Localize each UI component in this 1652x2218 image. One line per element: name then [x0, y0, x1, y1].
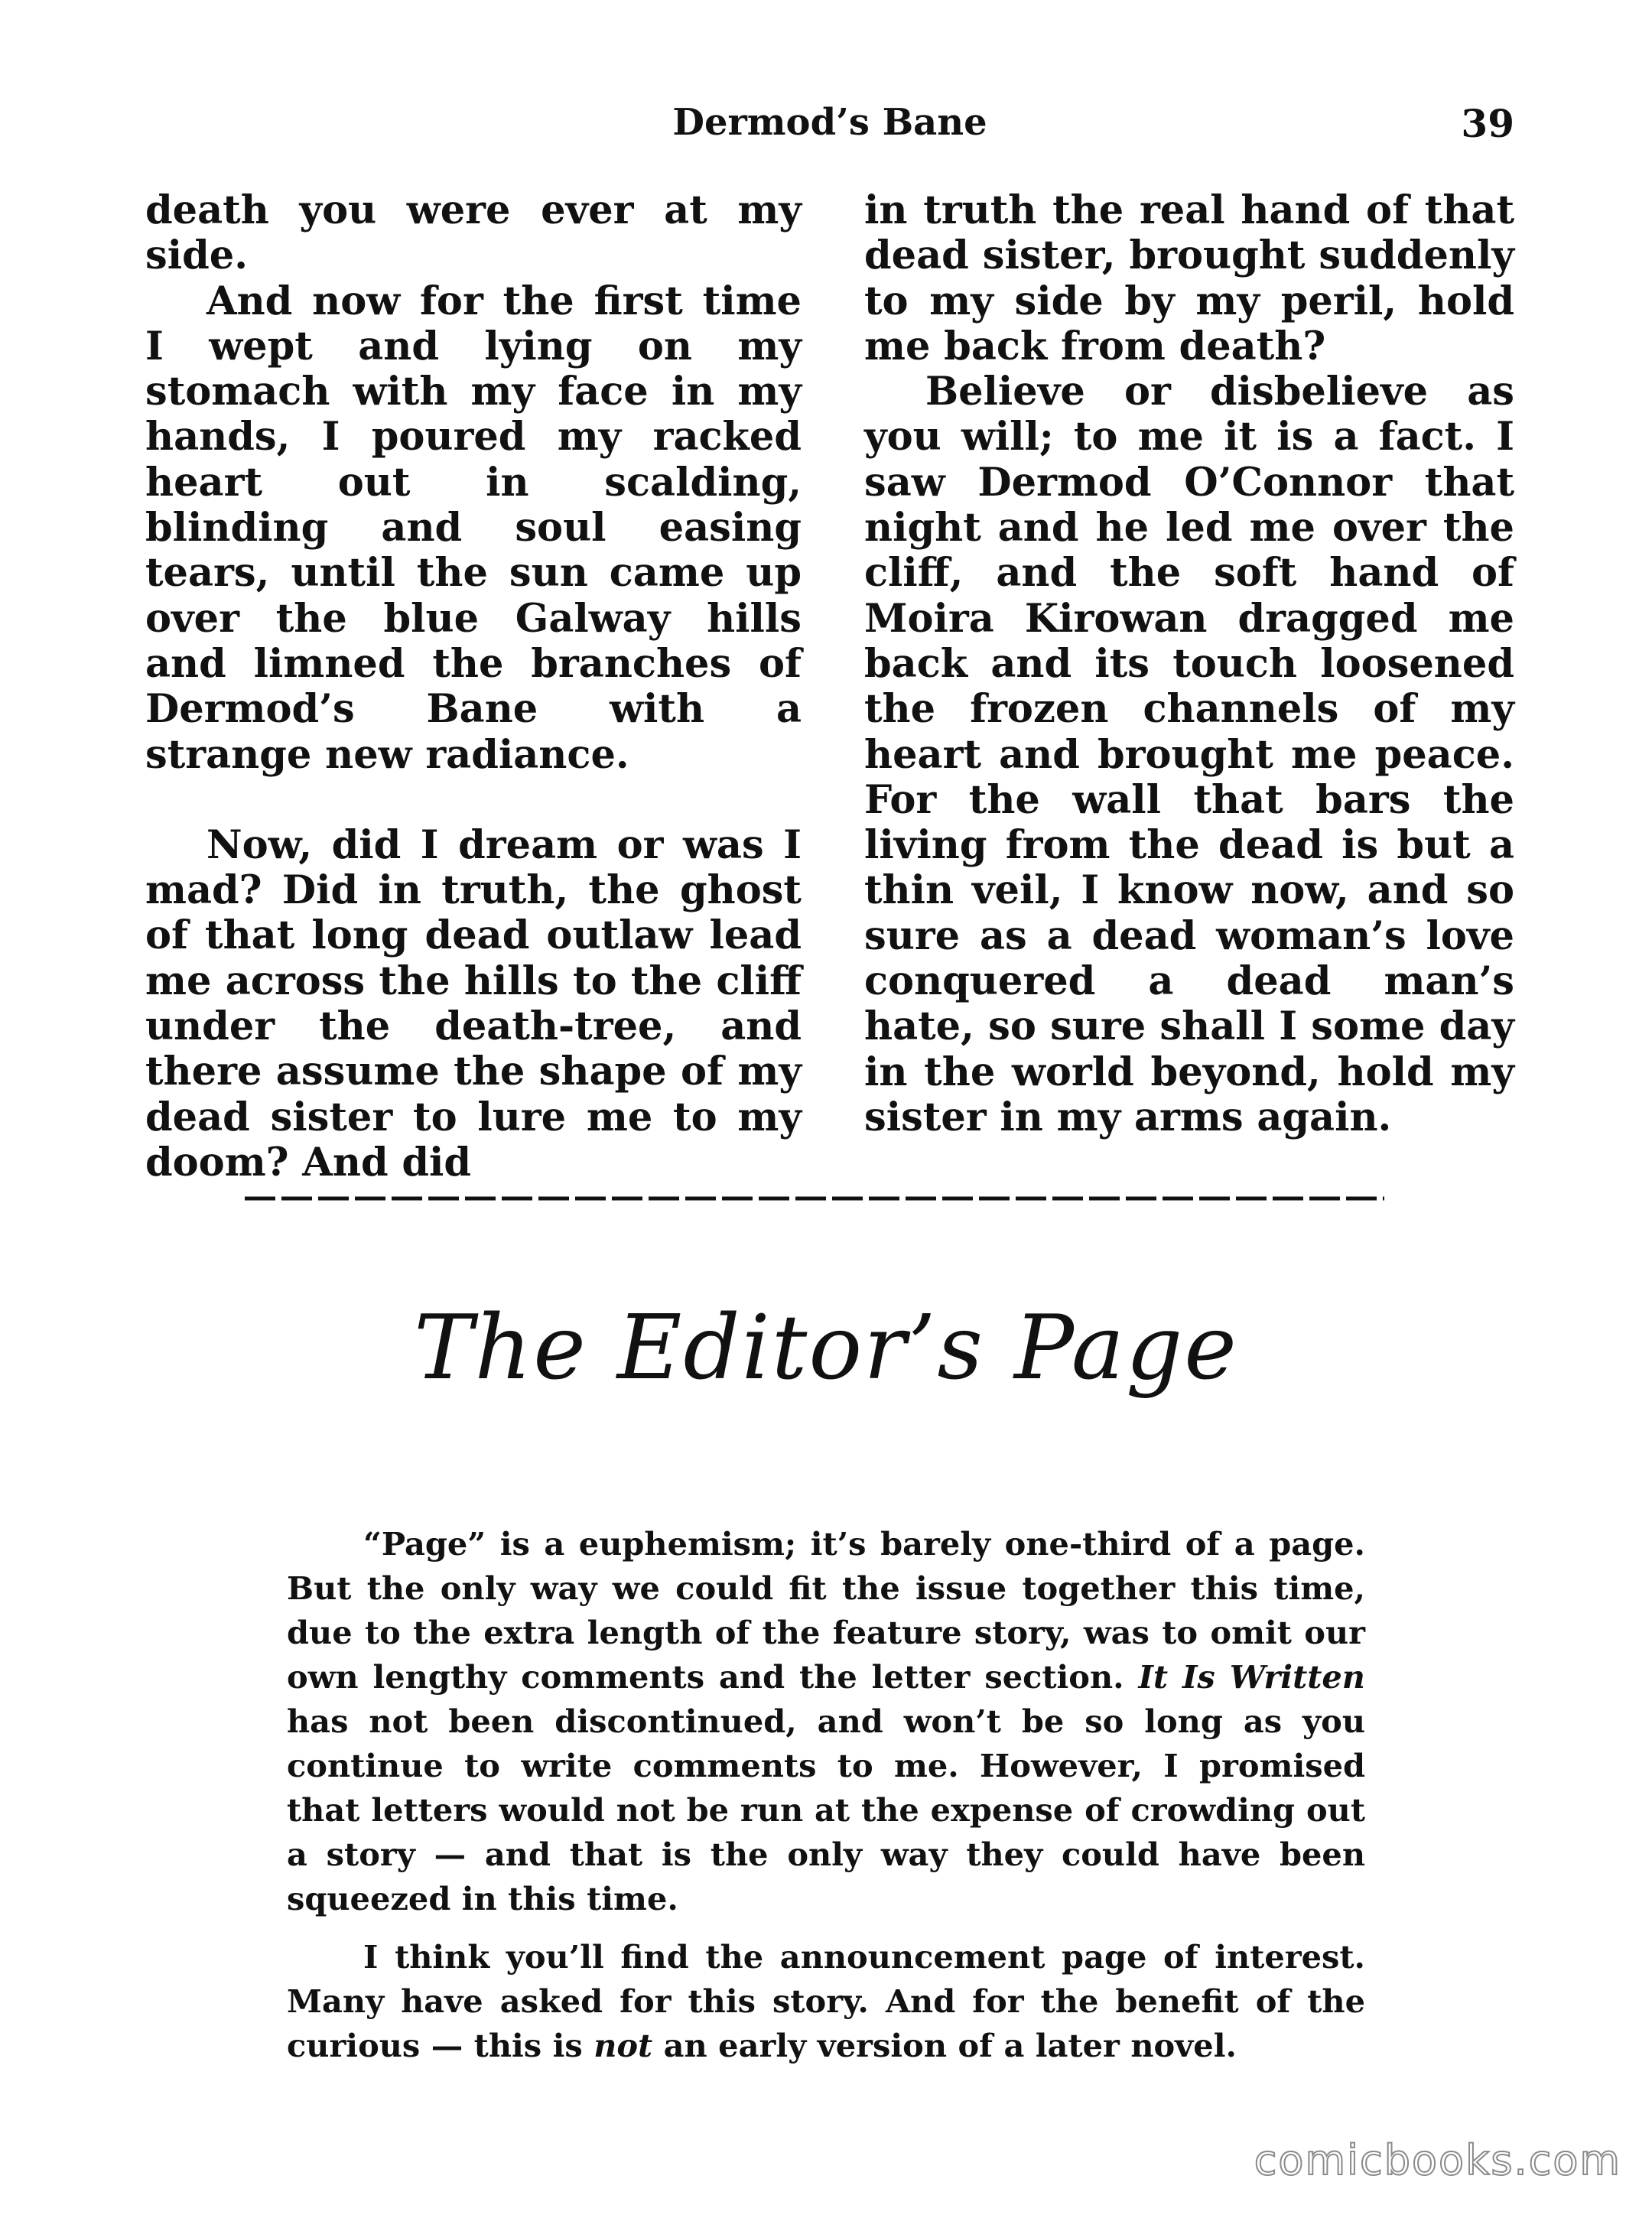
page-header	[145, 101, 1514, 162]
watermark: comicbooks.com	[1254, 2136, 1621, 2184]
editor-text: I think you’ll find the announcement page of interest. Many have asked for this story. And for the benefit of the curious — this is	[287, 1938, 1365, 2064]
editor-page-body	[287, 1522, 1365, 2068]
story-paragraph: And now for the first time I wept and lying on my stomach with my face in my hands, I poured my racked heart out in scalding, blinding and soul easing tears, until the sun came up over the blue Galway hills and limned the branches of Dermod’s Bane with a strange new radiance.	[145, 278, 802, 778]
editor-text: has not been discontinued, and won’t be so long as you continue to write comments to me. However, I promised that letters would not be run at the expense of crowding out a story — and that is the only way they could have been squeezed in this time.	[287, 1703, 1365, 1917]
editor-text-italic: not	[593, 2027, 653, 2064]
story-column-left	[145, 188, 802, 1185]
editor-paragraph	[287, 1935, 1365, 2068]
editor-paragraph	[287, 1522, 1365, 1921]
editor-page-title: The Editor’s Page	[414, 1296, 1238, 1400]
editor-text: an early version of a later novel.	[652, 2027, 1237, 2064]
section-divider	[245, 1195, 1384, 1202]
story-paragraph: Believe or disbelieve as you will; to me it is a fact. I saw Dermod O’Connor that night and he led me over the cliff, and the soft hand of Moira Kirowan dragged me back and its touch loosened the frozen channels of my heart and brought me peace. For the wall that bars the living from the dead is but a thin veil, I know now, and so sure as a dead woman’s love conquered a dead man’s hate, so sure shall I some day in the world beyond, hold my sister in my arms again.	[864, 369, 1514, 1140]
story-column-right	[864, 188, 1514, 1140]
page-number: 39	[1461, 101, 1514, 146]
running-title: Dermod’s Bane	[672, 101, 987, 144]
story-paragraph: Now, did I dream or was I mad? Did in truth, the ghost of that long dead outlaw lead me across the hills to the cliff under the death-tree, and there assume the shape of my dead sister to lure me to my doom? And did	[145, 821, 802, 1185]
editor-text: “Page” is a euphemism; it’s barely one-third of a page. But the only way we could fit the issue together this time, due to the extra length of the feature story, was to omit our own lengthy comments and the letter section.	[287, 1525, 1365, 1696]
story-paragraph: death you were ever at my side.	[145, 187, 802, 279]
editor-text-italic: It Is Written	[1138, 1658, 1365, 1696]
story-paragraph: in truth the real hand of that dead sister, brought suddenly to my side by my peril, hold me back from death?	[864, 187, 1514, 369]
